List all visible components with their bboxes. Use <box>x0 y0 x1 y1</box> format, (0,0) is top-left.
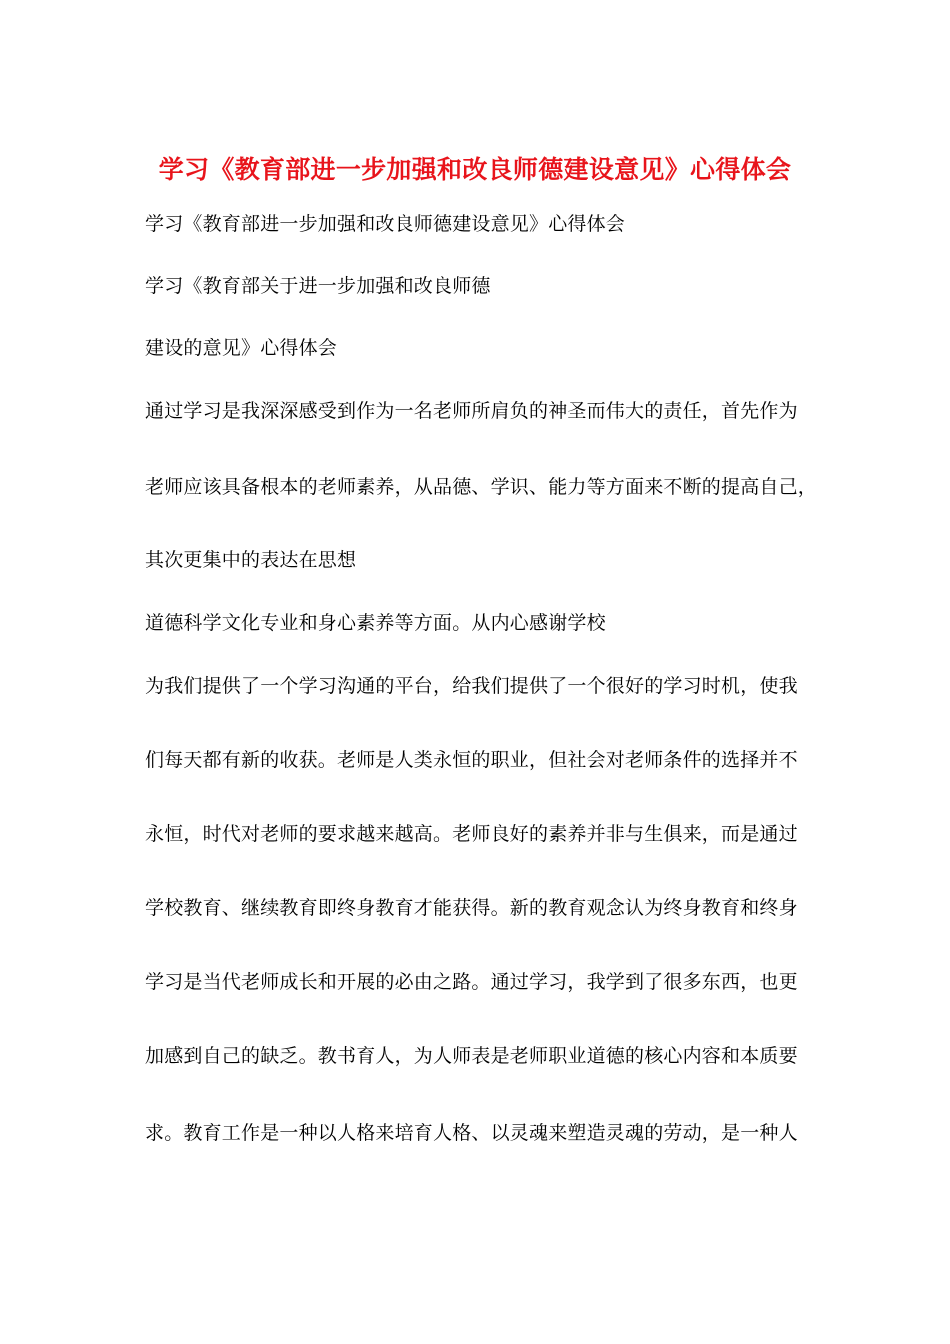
paragraph-line: 加感到自己的缺乏。教书育人，为人师表是老师职业道德的核心内容和本质要 <box>145 1045 798 1067</box>
document-title: 学习《教育部进一步加强和改良师德建设意见》心得体会 <box>158 155 792 184</box>
paragraph-line: 学校教育、继续教育即终身教育才能获得。新的教育观念认为终身教育和终身 <box>145 897 798 919</box>
paragraph-line: 老师应该具备根本的老师素养，从品德、学识、能力等方面来不断的提高自己， <box>145 476 818 498</box>
subheading-line-2: 建设的意见》心得体会 <box>145 337 338 359</box>
paragraph-line: 永恒，时代对老师的要求越来越高。老师良好的素养并非与生俱来，而是通过 <box>145 823 798 845</box>
subheading-line-1: 学习《教育部关于进一步加强和改良师德 <box>145 275 491 297</box>
paragraph-line: 其次更集中的表达在思想 <box>145 549 357 571</box>
paragraph-line: 们每天都有新的收获。老师是人类永恒的职业，但社会对老师条件的选择并不 <box>145 749 798 771</box>
paragraph-line: 通过学习是我深深感受到作为一名老师所肩负的神圣而伟大的责任，首先作为 <box>145 400 798 422</box>
paragraph-line: 求。教育工作是一种以人格来培育人格、以灵魂来塑造灵魂的劳动，是一种人 <box>145 1122 798 1144</box>
paragraph-line: 为我们提供了一个学习沟通的平台，给我们提供了一个很好的学习时机，使我 <box>145 675 798 697</box>
paragraph-line: 道德科学文化专业和身心素养等方面。从内心感谢学校 <box>145 612 606 634</box>
subtitle-line: 学习《教育部进一步加强和改良师德建设意见》心得体会 <box>145 213 626 235</box>
paragraph-line: 学习是当代老师成长和开展的必由之路。通过学习，我学到了很多东西，也更 <box>145 971 798 993</box>
